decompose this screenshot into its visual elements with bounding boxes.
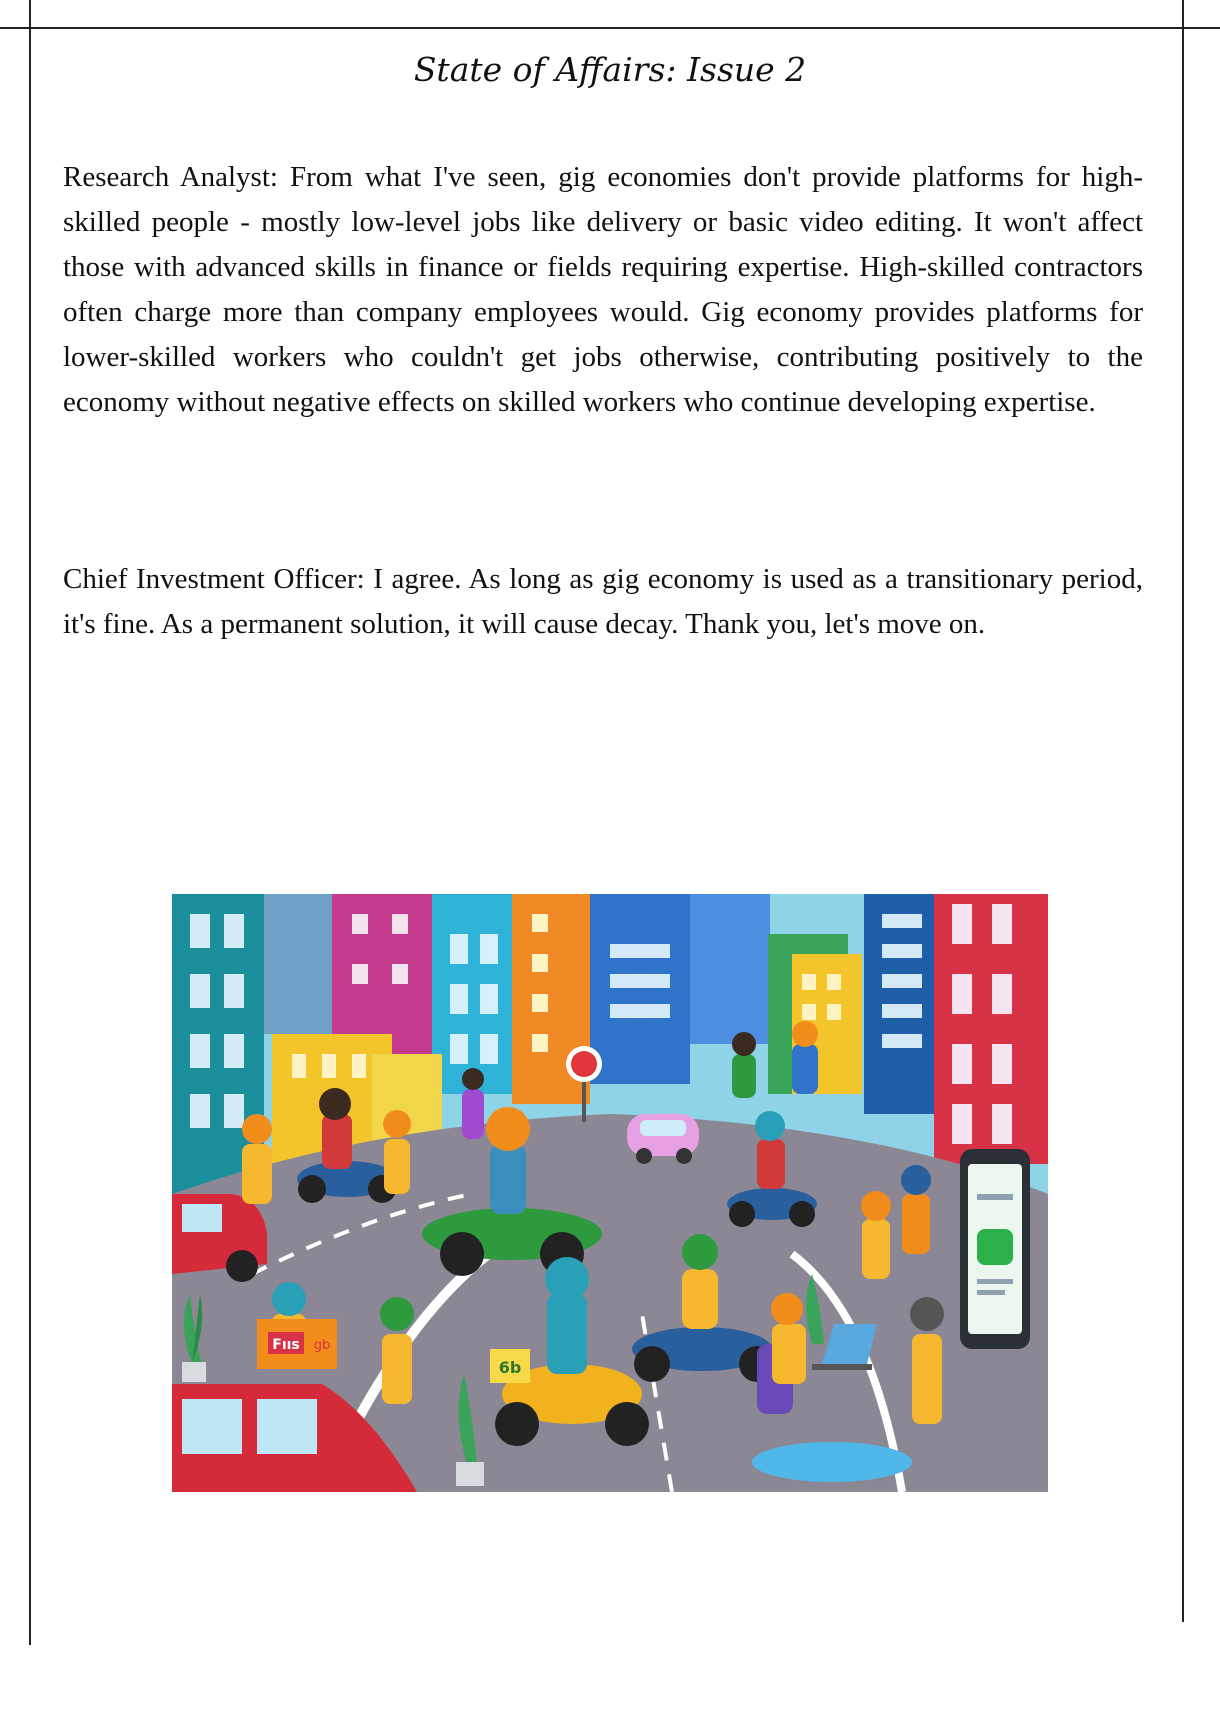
phone-with-app: [960, 1149, 1030, 1349]
right-rule: [1182, 0, 1184, 1622]
left-rule: [29, 0, 31, 1645]
box-label-1: Fııs: [272, 1337, 300, 1353]
chief-investment-officer-paragraph: Chief Investment Officer: I agree. As long as gig economy is used as a transitionary period, it's fine. As a permanent solution, it will cause decay. Thank you, let's move on.: [63, 563, 1143, 640]
delivery-box: [257, 1319, 337, 1369]
box-label-2: gb: [313, 1338, 331, 1353]
illustration-svg: [172, 894, 1048, 1492]
scooter-label: 6b: [498, 1358, 522, 1377]
page-title: State of Affairs: Issue 2: [413, 50, 807, 89]
red-car-left: [172, 1194, 267, 1282]
top-rule: [0, 27, 1220, 29]
research-analyst-paragraph: Research Analyst: From what I've seen, gig economies don't provide platforms for high-skilled people - mostly low-level jobs like delivery or basic video editing. It won't affect those with advanced skills in finance or fields requiring expertise. High-skilled contractors often charge more than company employees would. Gig economy provides platforms for lower-skilled workers who couldn't get jobs otherwise, contributing positively to the economy without negative effects on skilled workers who continue developing expertise.: [63, 161, 1143, 418]
gig-economy-city-illustration: [172, 894, 1048, 1492]
